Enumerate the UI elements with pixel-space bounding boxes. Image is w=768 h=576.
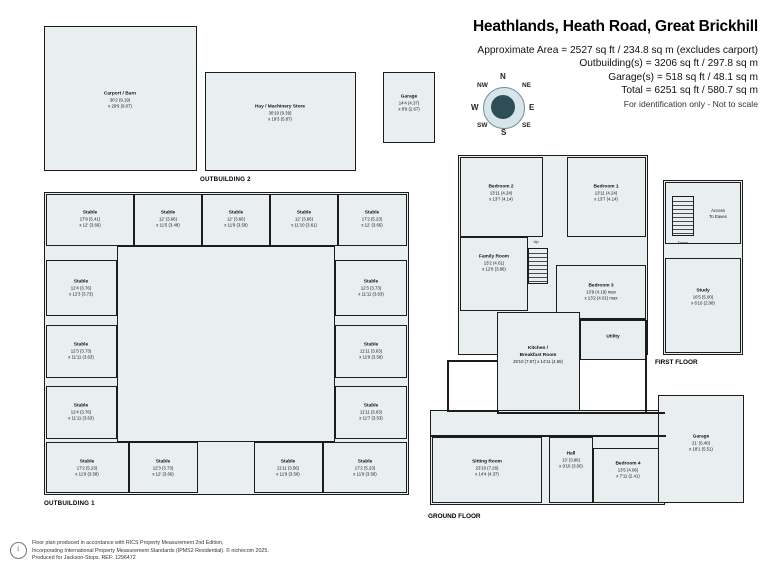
stable-7-name: Stable <box>73 342 89 348</box>
stable-4-d2: x 11'10 (3.61) <box>291 222 317 228</box>
study-d1: 16'5 (5.00) <box>692 294 714 300</box>
stable-8-d1: 12'4 (3.76) <box>70 409 92 415</box>
bedroom-2-name: Bedroom 2 <box>488 184 514 190</box>
wall-connector-1 <box>447 360 497 362</box>
study-d2: x 6'10 (2.08) <box>691 300 715 306</box>
bedroom-2-label <box>488 184 513 203</box>
stable-13-label <box>152 459 173 478</box>
stable-12-d2: x 11'9 (3.58) <box>75 471 99 477</box>
stable-13-d2: x 12' (3.66) <box>152 471 174 477</box>
study-name: Study <box>696 288 710 294</box>
carport-barn-d1: 30'2 (9.19) <box>109 97 131 103</box>
stable-5-d1: 17'2 (5.23) <box>361 216 383 222</box>
stable-15-d2: x 11'9 (3.56) <box>353 471 377 477</box>
stable-15-name: Stable <box>357 459 373 465</box>
stable-13-d1: 12'3 (3.73) <box>152 465 174 471</box>
hall-name: Hall <box>566 451 576 457</box>
footer-note <box>10 540 269 562</box>
footer-line-1: Floor plan produced in accordance with RICS Property Measurement 2nd Edition, <box>32 540 224 547</box>
bedroom-4-d2: x 7'11 (2.41) <box>616 473 640 479</box>
page-title: Heathlands, Heath Road, Great Brickhill <box>472 18 758 35</box>
ob2-garage-d2: x 8'9 (2.67) <box>398 106 420 112</box>
hay-store-name: Hay / Machinery Store <box>254 104 306 110</box>
stable-14-name: Stable <box>280 459 296 465</box>
bedroom-2-d1: 13'11 (4.24) <box>489 190 513 196</box>
area-line-3: Total = 6251 sq ft / 580.7 sq m <box>621 85 758 97</box>
stable-2-label <box>156 210 179 229</box>
disclaimer: For identification only - Not to scale <box>623 98 758 109</box>
stable-9-name: Stable <box>363 279 379 285</box>
hay-store-d2: x 19'3 (5.87) <box>268 116 292 122</box>
wall-connector-5 <box>580 318 646 320</box>
area-line-0: Approximate Area = 2527 sq ft / 234.8 sq m (excludes carport) <box>477 45 758 56</box>
stable-14-d1: 11'11 (3.56) <box>276 465 300 471</box>
up-text: Up <box>533 239 539 245</box>
compass-inner <box>491 95 515 119</box>
stable-10-label <box>359 342 382 361</box>
stable-15-label <box>353 459 376 478</box>
ground-floor-caption: GROUND FLOOR <box>428 513 481 520</box>
footer-line-2: Incorporating International Property Measurement Standards (IPMS2 Residential). © nichecom 2025. <box>32 547 269 554</box>
stable-10-d1: 11'11 (3.63) <box>359 348 383 354</box>
family-room-label <box>479 254 509 273</box>
ground-garage-label <box>689 434 713 453</box>
bedroom-1-name: Bedroom 1 <box>593 184 619 190</box>
ground-garage-d2: x 18'1 (5.51) <box>689 446 713 452</box>
stable-7-d2: x 11'11 (3.63) <box>68 354 94 360</box>
compass-w: W <box>471 103 479 112</box>
first-floor-down-stairs <box>672 196 694 236</box>
stable-6-d1: 12'4 (3.76) <box>70 285 92 291</box>
stable-3-d2: x 11'9 (3.58) <box>224 222 248 228</box>
utility-label <box>606 334 619 341</box>
stable-7-d1: 12'3 (3.73) <box>70 348 92 354</box>
stable-4-label <box>291 210 317 229</box>
footer-line-3: Produced for Jackson-Stops. REF: 1296472 <box>32 554 136 561</box>
stable-12-name: Stable <box>79 459 95 465</box>
outbuilding1-caption: OUTBUILDING 1 <box>44 500 95 507</box>
compass-se: SE <box>522 122 531 129</box>
family-room-d1: 13'2 (4.01) <box>483 260 505 266</box>
stable-2-name: Stable <box>160 210 176 216</box>
stable-1-d2: x 12' (3.66) <box>79 222 101 228</box>
stable-12-label <box>75 459 98 478</box>
stable-10-d2: x 11'9 (3.58) <box>359 354 383 360</box>
stable-7-label <box>68 342 94 361</box>
stable-11-d1: 11'11 (3.63) <box>359 409 383 415</box>
compass-nw: NW <box>477 82 488 89</box>
stable-2-d1: 12' (3.66) <box>158 216 178 222</box>
up-label <box>533 239 538 245</box>
stable-14-label <box>276 459 299 478</box>
utility-name: Utility <box>606 334 620 340</box>
stable-1-name: Stable <box>82 210 98 216</box>
stable-6-d2: x 12'3 (3.73) <box>69 291 93 297</box>
hall-d1: 13' (3.96) <box>561 457 581 463</box>
stable-1-label <box>79 210 100 229</box>
wall-connector-6 <box>497 412 665 414</box>
compass-s: S <box>501 128 507 137</box>
bedroom-3-d2: x 13'2 (4.01) max <box>584 295 618 301</box>
kitchen-label <box>513 345 563 365</box>
hall-label <box>559 451 583 470</box>
stable-11-d2: x 11'7 (3.53) <box>359 415 383 421</box>
stable-14-d2: x 11'9 (3.56) <box>276 471 300 477</box>
kitchen-dims: 25'10 (7.87) x 14'11 (4.55) <box>513 358 563 364</box>
rics-icon <box>10 542 27 559</box>
outbuilding1-courtyard <box>117 246 335 442</box>
hay-store-d1: 30'10 (9.39) <box>268 110 292 116</box>
stable-13-name: Stable <box>155 459 171 465</box>
stable-10-name: Stable <box>363 342 379 348</box>
stable-4-d1: 12' (3.66) <box>294 216 314 222</box>
bedroom-2-d2: x 13'7 (4.14) <box>489 196 513 202</box>
ground-garage-name: Garage <box>692 434 710 440</box>
stable-11-label <box>359 403 382 422</box>
bedroom-4-name: Bedroom 4 <box>615 461 641 467</box>
compass-e: E <box>529 103 535 112</box>
stable-3-name: Stable <box>228 210 244 216</box>
compass-ne: NE <box>522 82 532 89</box>
stable-9-label <box>358 279 384 298</box>
stable-15-d1: 17'2 (5.23) <box>354 465 376 471</box>
ground-garage-d1: 21' (6.40) <box>691 440 711 446</box>
wall-connector-7 <box>430 435 666 437</box>
stable-5-d2: x 12' (3.66) <box>361 222 383 228</box>
first-floor-stairs <box>528 248 548 284</box>
bedroom-4-label <box>615 461 640 480</box>
sitting-room-d1: 23'10 (7.26) <box>475 465 499 471</box>
stable-8-label <box>68 403 94 422</box>
ob2-garage-d1: 14'4 (4.37) <box>398 100 420 106</box>
access-to-eaves-label: Access To Eaves <box>709 208 727 219</box>
stable-5-name: Stable <box>364 210 380 216</box>
area-line-2: Garage(s) = 518 sq ft / 48.1 sq m <box>608 71 758 83</box>
hall-room <box>549 437 593 503</box>
hay-machinery-store-label <box>255 104 305 123</box>
bedroom-3-label <box>584 283 617 302</box>
wall-connector-3 <box>447 410 499 412</box>
bedroom-1-d1: 13'11 (4.24) <box>594 190 618 196</box>
compass-sw: SW <box>477 122 488 129</box>
stable-9-d2: x 11'11 (3.63) <box>358 291 384 297</box>
ob2-garage-name: Garage <box>400 94 418 100</box>
stable-6-label <box>69 279 93 298</box>
sitting-room-d2: x 14'4 (4.37) <box>475 471 499 477</box>
stable-8-d2: x 11'11 (3.63) <box>68 415 94 421</box>
stable-9-d1: 12'3 (3.73) <box>360 285 382 291</box>
bedroom-3-name: Bedroom 3 <box>588 283 614 289</box>
study-label <box>691 288 715 307</box>
carport-barn-label <box>104 91 136 110</box>
stable-8-name: Stable <box>73 403 89 409</box>
bedroom-4-d1: 13'5 (4.06) <box>617 467 639 473</box>
stable-2-d2: x 11'5 (3.48) <box>156 222 180 228</box>
carport-barn-d2: x 29'9 (9.07) <box>108 103 132 109</box>
wall-connector-4 <box>645 320 647 412</box>
stable-3-label <box>224 210 247 229</box>
sitting-room-name: Sitting Room <box>472 459 502 465</box>
compass-icon <box>470 74 536 140</box>
stable-1-d1: 17'9 (5.41) <box>79 216 101 222</box>
stable-3-d1: 12' (3.66) <box>226 216 246 222</box>
bedroom-1-d2: x 13'7 (4.14) <box>594 196 618 202</box>
first-floor-caption: FIRST FLOOR <box>655 359 698 366</box>
down-label <box>678 240 688 246</box>
outbuilding2-garage-label <box>398 94 419 113</box>
kitchen-name2: Breakfast Room <box>519 353 557 359</box>
family-room-room <box>460 237 528 311</box>
stable-11-name: Stable <box>363 403 379 409</box>
family-room-d2: x 12'8 (3.86) <box>482 266 506 272</box>
family-room-name: Family Room <box>478 254 510 260</box>
area-line-1: Outbuilding(s) = 3206 sq ft / 297.8 sq m <box>579 58 758 70</box>
sitting-room-label <box>472 459 502 478</box>
carport-barn-name: Carport / Barn <box>103 91 137 97</box>
kitchen-name: Kitchen / <box>527 346 549 352</box>
hall-d2: x 9'10 (3.00) <box>559 463 583 469</box>
stable-6-name: Stable <box>73 279 89 285</box>
wall-connector-2 <box>447 360 449 412</box>
compass-n: N <box>500 72 506 81</box>
outbuilding2-caption: OUTBUILDING 2 <box>200 176 251 183</box>
stable-5-label <box>361 210 382 229</box>
stable-12-d1: 17'2 (5.23) <box>76 465 98 471</box>
stable-4-name: Stable <box>296 210 312 216</box>
bedroom-3-d1: 13'9 (4.19) max <box>586 289 616 295</box>
bedroom-1-label <box>593 184 618 203</box>
down-text: Down <box>677 240 689 246</box>
